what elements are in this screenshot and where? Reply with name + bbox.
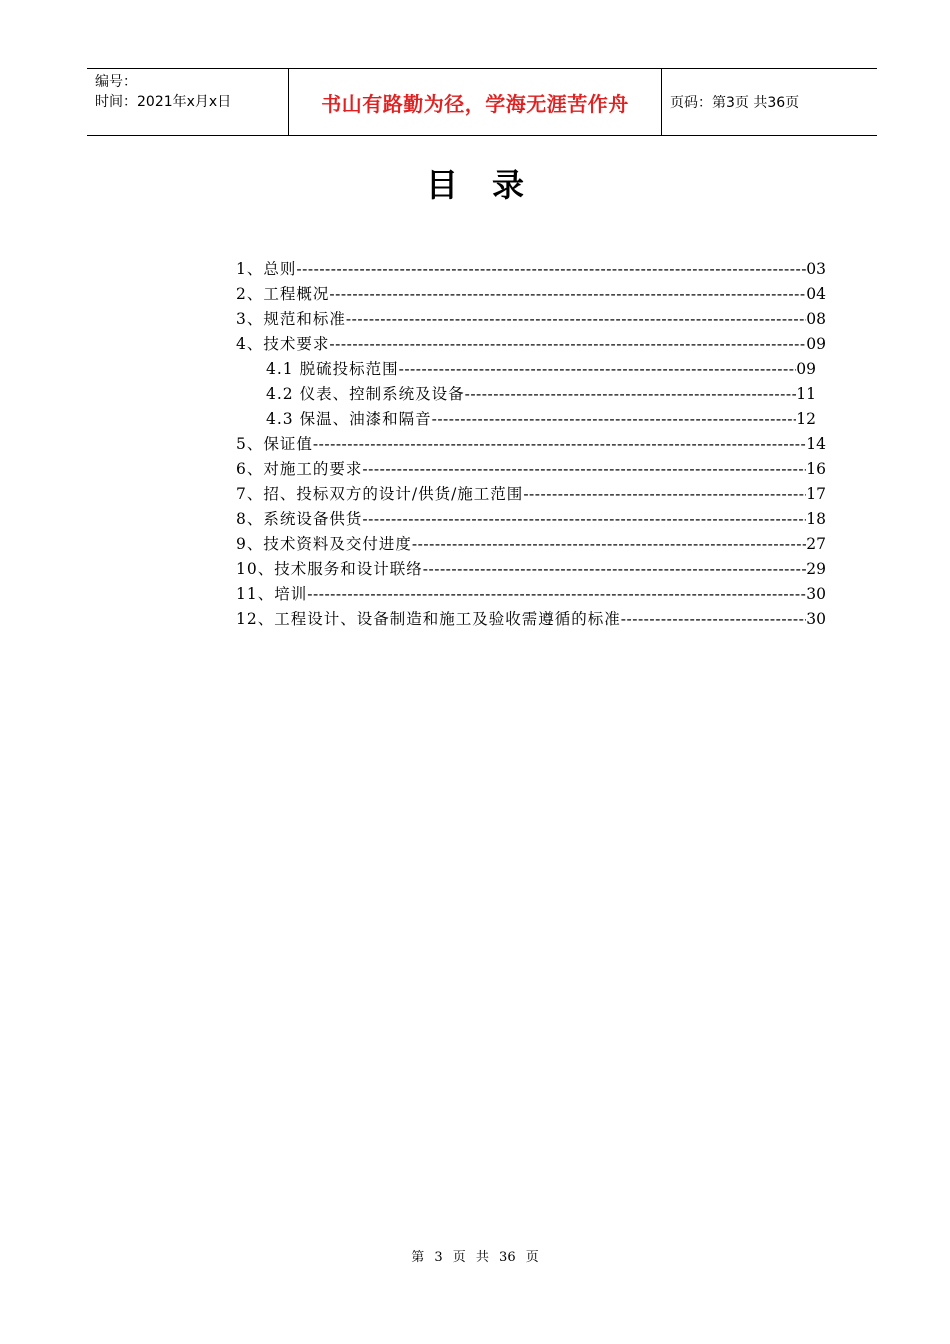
- toc-entry-label: 9、技术资料及交付进度: [236, 535, 412, 553]
- toc-entry[interactable]: [236, 557, 826, 582]
- toc-entry-label: 12、工程设计、设备制造和施工及验收需遵循的标准: [236, 610, 621, 628]
- toc-leader-dashes: [313, 432, 806, 457]
- toc-leader-dashes: [465, 382, 797, 407]
- toc-leader-dashes: [412, 532, 806, 557]
- toc-entry-page: 30: [806, 585, 826, 603]
- toc-entry-label: 11、培训: [236, 585, 308, 603]
- toc-entry-label: 4.2 仪表、控制系统及设备: [266, 385, 465, 403]
- toc-leader-dashes: [296, 257, 806, 282]
- toc-entry[interactable]: [236, 332, 826, 357]
- toc-leader-dashes: [329, 282, 806, 307]
- toc-entry-label: 7、招、投标双方的设计/供货/施工范围: [236, 485, 524, 503]
- toc-entry-label: 10、技术服务和设计联络: [236, 560, 423, 578]
- toc-entry[interactable]: [236, 357, 826, 382]
- toc-entry[interactable]: [236, 407, 826, 432]
- toc-entry[interactable]: [236, 282, 826, 307]
- toc-entry-page: 17: [806, 485, 826, 503]
- toc-entry-label: 4、技术要求: [236, 335, 330, 353]
- toc-entry[interactable]: [236, 507, 826, 532]
- header-page-info: [662, 69, 877, 135]
- toc-entry-label: 5、保证值: [236, 435, 313, 453]
- toc-entry-page: 11: [796, 385, 816, 403]
- toc-entry-page: 29: [806, 560, 826, 578]
- toc-leader-dashes: [362, 457, 806, 482]
- table-of-contents: [236, 257, 826, 632]
- toc-entry-page: 14: [806, 435, 826, 453]
- toc-entry-label: 4.1 脱硫投标范围: [266, 360, 399, 378]
- toc-entry-page: 30: [806, 610, 826, 628]
- header-meta: [87, 69, 288, 135]
- toc-entry-label: 2、工程概况: [236, 285, 330, 303]
- toc-entry-page: 08: [806, 310, 826, 328]
- toc-entry[interactable]: [236, 382, 826, 407]
- toc-entry-page: 09: [796, 360, 816, 378]
- toc-entry[interactable]: [236, 582, 826, 607]
- toc-entry-label: 3、规范和标准: [236, 310, 346, 328]
- toc-leader-dashes: [307, 582, 806, 607]
- toc-entry[interactable]: [236, 307, 826, 332]
- toc-leader-dashes: [399, 357, 797, 382]
- page-info-text: 页码：第3页 共36页: [670, 95, 800, 111]
- toc-entry-label: 8、系统设备供货: [236, 510, 363, 528]
- toc-entry-page: 09: [806, 335, 826, 353]
- toc-leader-dashes: [423, 557, 807, 582]
- toc-leader-dashes: [621, 607, 807, 632]
- toc-entry[interactable]: [236, 532, 826, 557]
- toc-leader-dashes: [329, 332, 806, 357]
- toc-entry[interactable]: [236, 457, 826, 482]
- toc-entry[interactable]: [236, 257, 826, 282]
- toc-entry[interactable]: [236, 432, 826, 457]
- toc-entry-label: 4.3 保温、油漆和隔音: [266, 410, 432, 428]
- toc-entry[interactable]: [236, 607, 826, 632]
- toc-leader-dashes: [346, 307, 806, 332]
- toc-entry-label: 6、对施工的要求: [236, 460, 363, 478]
- toc-entry-page: 16: [806, 460, 826, 478]
- toc-entry-page: 27: [806, 535, 826, 553]
- toc-leader-dashes: [362, 507, 806, 532]
- motto-text: 书山有路勤为径，学海无涯苦作舟: [321, 91, 629, 116]
- toc-entry-page: 04: [806, 285, 826, 303]
- toc-entry-page: 18: [806, 510, 826, 528]
- toc-leader-dashes: [523, 482, 806, 507]
- toc-entry[interactable]: [236, 482, 826, 507]
- header-motto-cell: [288, 69, 662, 135]
- page-footer: 第 3 页 共 36 页: [411, 1250, 539, 1265]
- number-label: 编号：: [95, 74, 137, 90]
- toc-leader-dashes: [432, 407, 797, 432]
- time-label: 时间：2021年x月x日: [95, 94, 232, 110]
- toc-entry-page: 12: [796, 410, 816, 428]
- page-header: [87, 68, 877, 136]
- toc-entry-label: 1、总则: [236, 260, 297, 278]
- document-title: 目录: [425, 166, 558, 204]
- toc-entry-page: 03: [806, 260, 826, 278]
